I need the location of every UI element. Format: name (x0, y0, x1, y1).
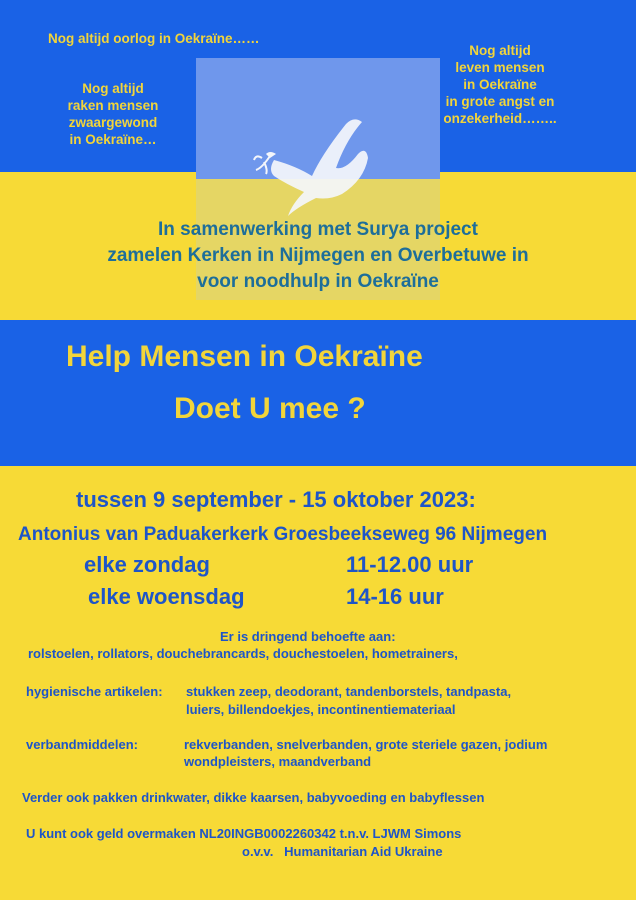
headline-1: Help Mensen in Oekraïne (66, 340, 423, 373)
intro-text (0, 217, 636, 295)
top-right-line: Nog altijd (469, 43, 531, 58)
intro-line: zamelen Kerken in Nijmegen en Overbetuwe in (107, 245, 529, 266)
top-left-caption: Nog altijd oorlog in Oekraïne…… (48, 31, 260, 46)
extra-needs: Verder ook pakken drinkwater, dikke kaarsen, babyvoeding en babyflessen (22, 790, 485, 805)
donation-line-2: o.v.v. Humanitarian Aid Ukraine (242, 844, 443, 859)
headline-2: Doet U mee ? (174, 392, 366, 425)
hygiene-line-2: luiers, billendoekjes, incontinentiemateriaal (186, 702, 456, 717)
schedule-time-wednesday: 14-16 uur (346, 584, 444, 609)
bandage-line-1: rekverbanden, snelverbanden, grote steriele gazen, jodium (184, 737, 548, 752)
hygiene-label: hygienische artikelen: (26, 684, 163, 699)
schedule-day-sunday: elke zondag (84, 552, 210, 577)
needs-title: Er is dringend behoefte aan: (220, 629, 396, 644)
top-left-line: in Oekraïne… (69, 132, 157, 147)
schedule-day-wednesday: elke woensdag (88, 584, 245, 609)
bandage-line-2: wondpleisters, maandverband (184, 754, 372, 769)
intro-line: voor noodhulp in Oekraïne (197, 271, 439, 292)
donation-line-1: U kunt ook geld overmaken NL20INGB0002260342 t.n.v. LJWM Simons (26, 826, 462, 841)
top-right-line: in Oekraïne (463, 77, 537, 92)
hygiene-line-1: stukken zeep, deodorant, tandenborstels, tandpasta, (186, 684, 512, 699)
date-range: tussen 9 september - 15 oktober 2023: (76, 487, 476, 512)
location: Antonius van Paduakerkerk Groesbeekseweg 96 Nijmegen (18, 524, 548, 545)
top-left-block (58, 80, 168, 148)
top-right-line: in grote angst en (445, 94, 555, 109)
intro-line: In samenwerking met Surya project (158, 219, 478, 240)
top-left-line: zwaargewond (68, 115, 158, 130)
top-left-line: raken mensen (67, 98, 159, 113)
needs-line: rolstoelen, rollators, douchebrancards, douchestoelen, hometrainers, (28, 646, 458, 661)
top-right-line: leven mensen (455, 60, 545, 75)
schedule-time-sunday: 11-12.00 uur (346, 552, 474, 577)
top-right-line: onzekerheid…….. (443, 111, 557, 126)
top-right-block (428, 42, 572, 127)
bandage-label: verbandmiddelen: (26, 737, 138, 752)
top-left-line: Nog altijd (82, 81, 144, 96)
